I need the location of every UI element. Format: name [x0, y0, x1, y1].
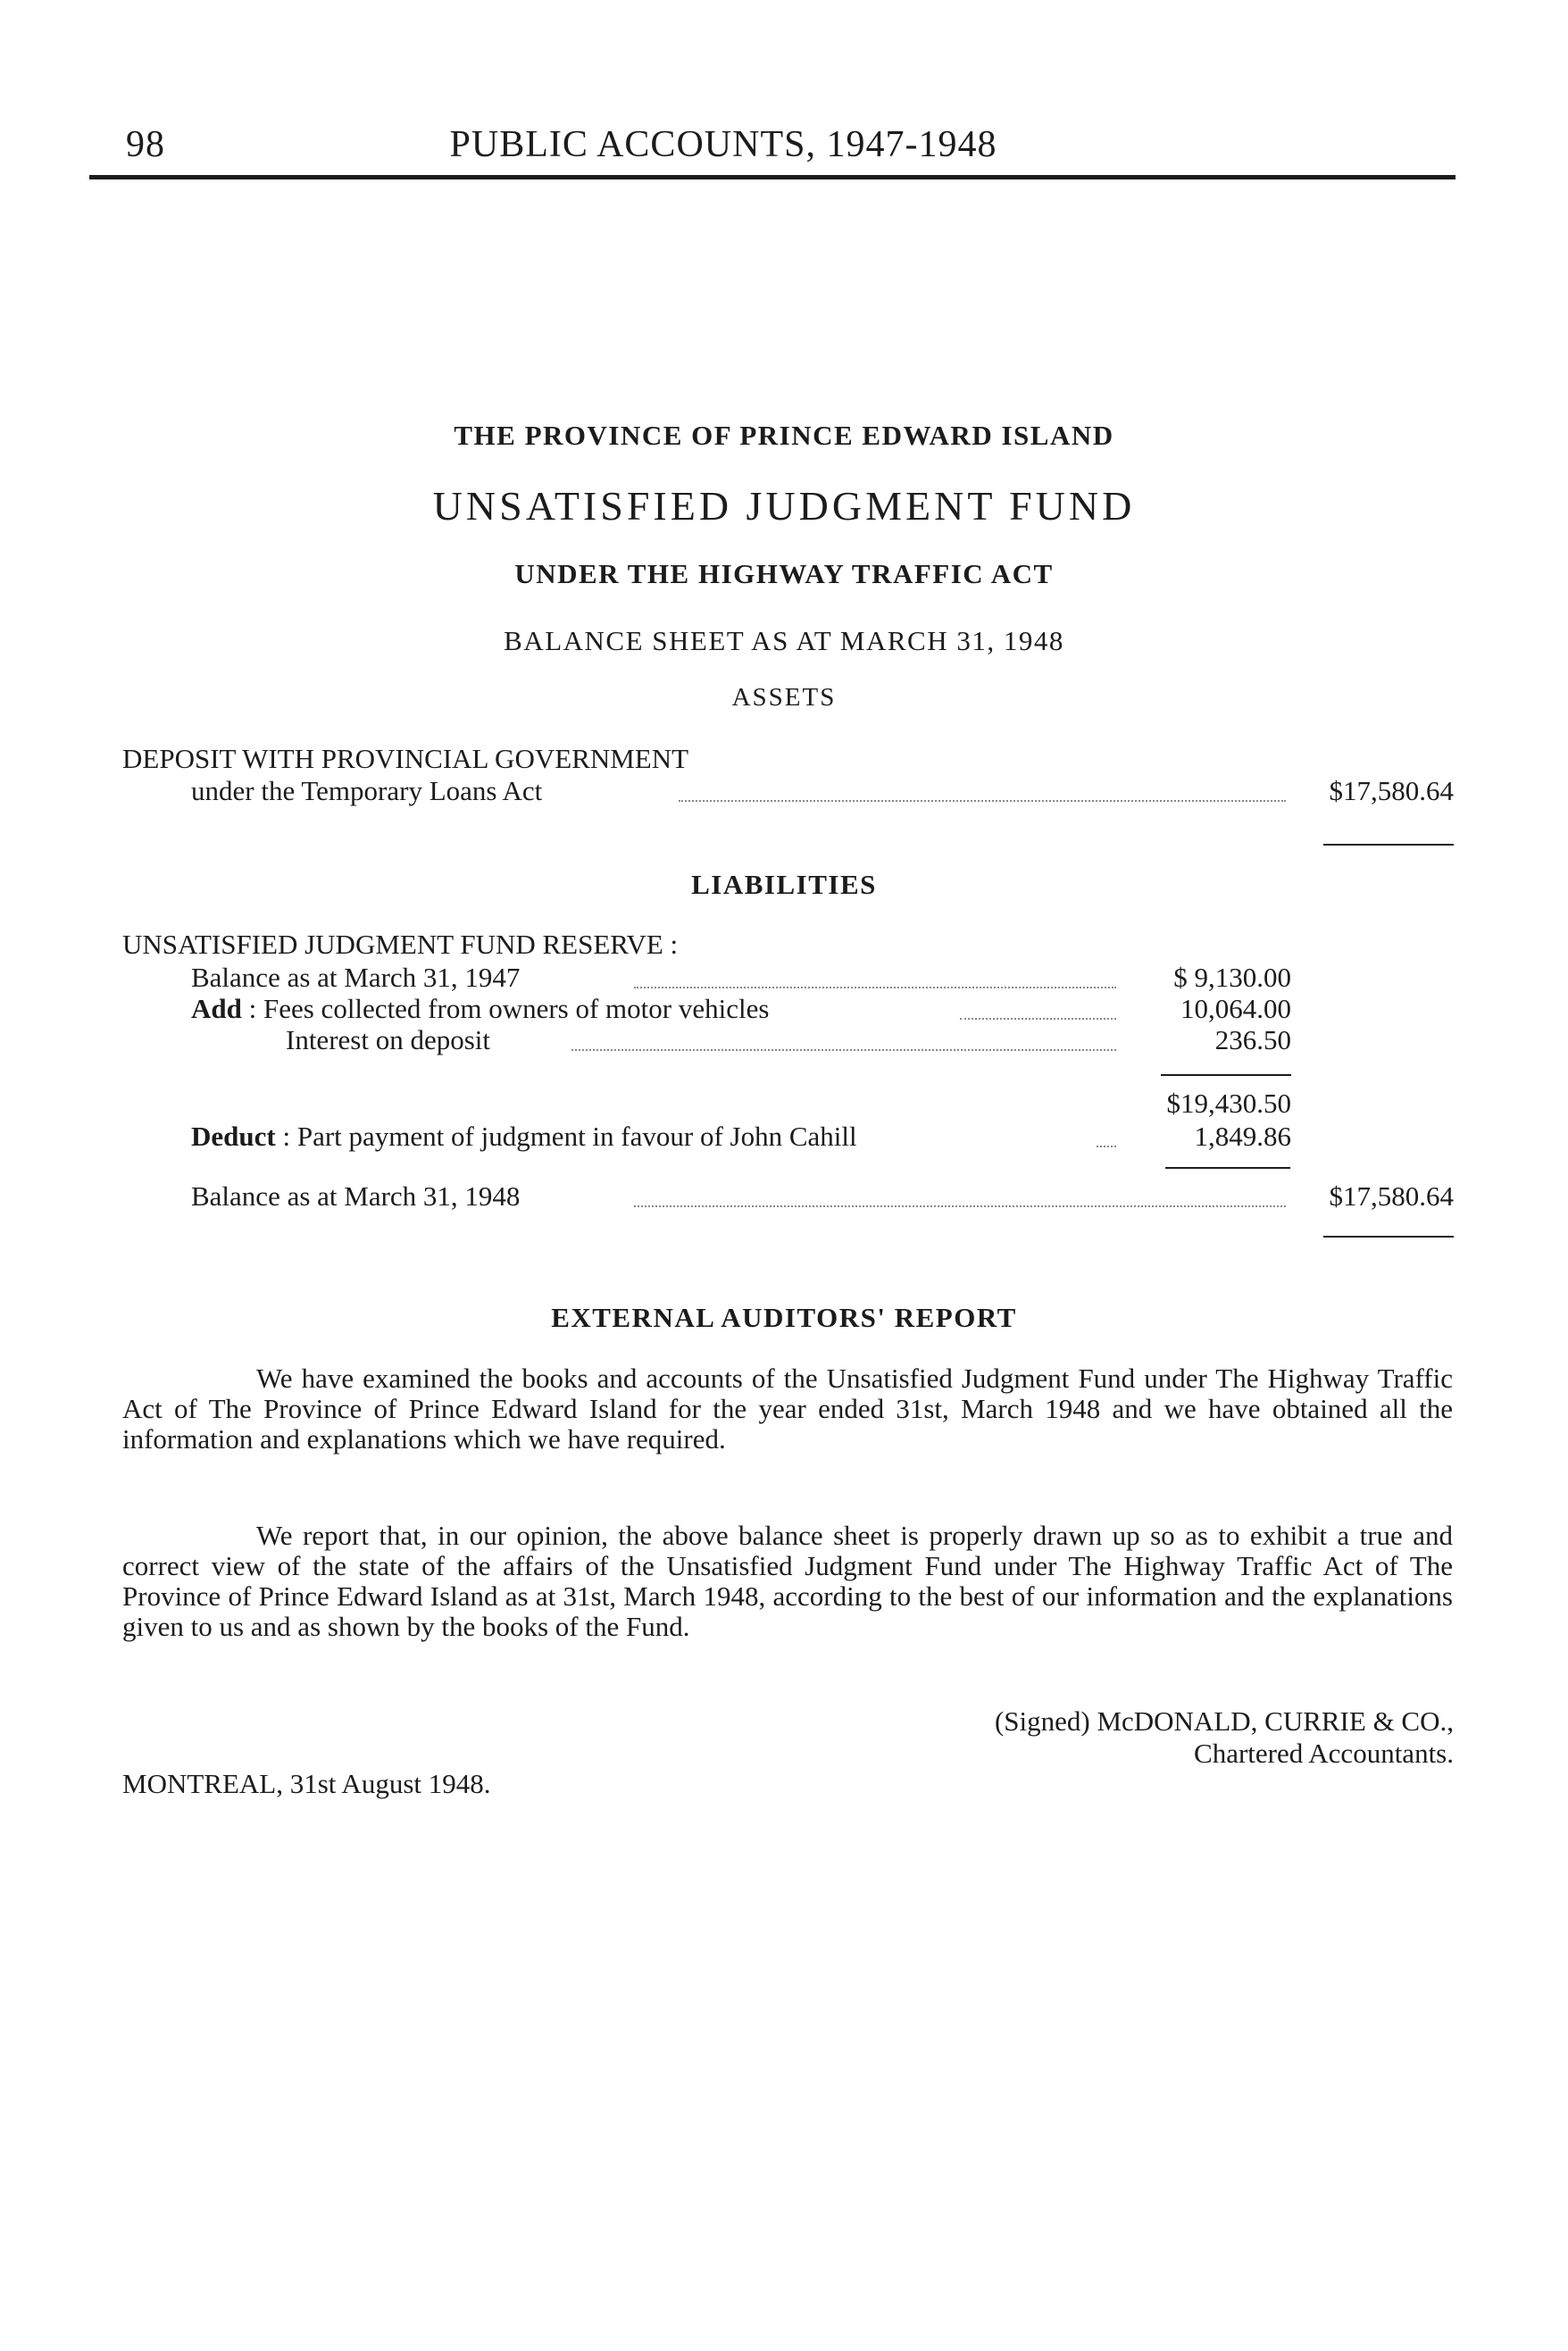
opening-balance-amount: $ 9,130.00 — [1173, 962, 1291, 993]
assets-heading: ASSETS — [731, 683, 837, 712]
add-line — [191, 993, 769, 1025]
report-heading: EXTERNAL AUDITORS' REPORT — [551, 1302, 1017, 1333]
interest-amount: 236.50 — [1214, 1024, 1291, 1055]
running-head: PUBLIC ACCOUNTS, 1947-1948 — [449, 124, 997, 165]
report-paragraph-1 — [122, 1363, 1453, 1455]
act-title: UNDER THE HIGHWAY TRAFFIC ACT — [514, 558, 1054, 589]
fund-title: UNSATISFIED JUDGMENT FUND — [432, 483, 1136, 529]
closing-balance-amount: $17,580.64 — [1329, 1180, 1454, 1212]
page-number: 98 — [126, 124, 165, 165]
closing-total-rule — [1323, 1236, 1454, 1238]
reserve-heading: UNSATISFIED JUDGMENT FUND RESERVE : — [122, 929, 679, 960]
fees-leader-dots — [960, 1018, 1116, 1020]
balance-sheet-title: BALANCE SHEET AS AT MARCH 31, 1948 — [504, 625, 1064, 656]
deduct-leader-dots — [1097, 1146, 1116, 1147]
opening-leader-dots — [634, 987, 1116, 988]
assets-line-2: under the Temporary Loans Act — [191, 775, 543, 806]
deduct-keyword: Deduct — [191, 1121, 276, 1152]
signature-title: Chartered Accountants. — [1194, 1738, 1454, 1769]
place-date: MONTREAL, 31st August 1948. — [122, 1768, 491, 1799]
assets-amount: $17,580.64 — [1329, 775, 1454, 806]
province-title: THE PROVINCE OF PRINCE EDWARD ISLAND — [454, 420, 1114, 451]
fees-amount: 10,064.00 — [1180, 993, 1291, 1024]
subtotal-amount: $19,430.50 — [1166, 1088, 1291, 1119]
closing-balance-label: Balance as at March 31, 1948 — [191, 1180, 521, 1212]
signature-line: (Signed) McDONALD, CURRIE & CO., — [994, 1705, 1454, 1737]
assets-leader-dots — [679, 800, 1286, 802]
report-paragraph-2-text: We report that, in our opinion, the above balance sheet is properly drawn up so as to exhibit a true and correct view of the state of the affairs of the Unsatisfied Judgment Fund under The Highway Traffic Act of The Province of Prince Edward Island as at 31st, March 1948, according to the best of our information and the explanations given to us and as shown by the books of the Fund. — [122, 1520, 1453, 1642]
deduct-label: : Part payment of judgment in favour of John Cahill — [282, 1121, 857, 1152]
closing-leader-dots — [634, 1205, 1286, 1207]
interest-label: Interest on deposit — [286, 1024, 491, 1055]
liabilities-heading: LIABILITIES — [691, 869, 877, 900]
header-rule — [89, 175, 1455, 179]
opening-balance-label: Balance as at March 31, 1947 — [191, 962, 521, 993]
subtotal-rule — [1161, 1074, 1291, 1076]
assets-total-rule — [1323, 844, 1454, 846]
deduct-line — [191, 1121, 857, 1153]
deduct-rule — [1165, 1167, 1290, 1169]
report-paragraph-2 — [122, 1521, 1453, 1642]
interest-leader-dots — [571, 1049, 1116, 1051]
fees-label: : Fees collected from owners of motor vehicles — [248, 993, 770, 1024]
assets-line-1: DEPOSIT WITH PROVINCIAL GOVERNMENT — [122, 743, 689, 774]
add-keyword: Add — [191, 993, 242, 1024]
report-paragraph-1-text: We have examined the books and accounts of the Unsatisfied Judgment Fund under The Highway Traffic Act of The Province of Prince Edward Island for the year ended 31st, March 1948 and we have obtained all the information and explanations which we have required. — [122, 1363, 1453, 1455]
deduct-amount: 1,849.86 — [1194, 1121, 1291, 1152]
